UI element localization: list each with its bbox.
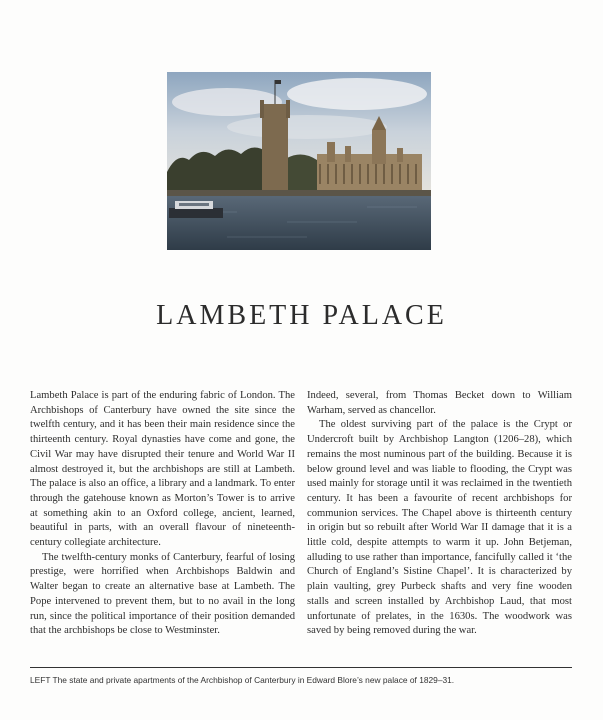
paragraph: The oldest surviving part of the palace is the Crypt or Undercroft built by Archbishop Langton (1206–28), which remains the most numinous part of the building. Because it is below ground level and was liable to flooding, the Crypt was used mainly for storage until it was reclaimed in the twentieth century. It has been a favourite of recent archbishops for communion services. The Chapel above is thirteenth century in origin but so rebuilt after World War II damage that it is a little cold, despite attempts to warm it up. John Betjeman, alluding to use rather than importance, fancifully called it ‘the Church of England’s Sistine Chapel’. It is characterized by plain vaulting, grey Purbeck shafts and very fine wooden stalls and screen installed by Archbishop Laud, that most unfortunate of prelates, in the 1630s. The woodwork was saved by being removed during the war. xyxy=(307,419,572,637)
right-column xyxy=(307,389,572,639)
page-title: LAMBETH PALACE xyxy=(156,300,447,331)
hero-photo xyxy=(167,72,431,250)
body-columns xyxy=(30,389,572,639)
paragraph: Lambeth Palace is part of the enduring fabric of London. The Archbishops of Canterbury have owned the site since the twelfth century, and it has been their main residence since the thirteenth century. Royal dynasties have come and gone, the Civil War may have disrupted their tenure and World War II almost destroyed it, but the archbishops are still at Lambeth. The palace is also an office, a library and a landmark. To enter through the gatehouse known as Morton’s Tower is to arrive at something akin to an Oxford college, ancient, learned, beautiful in parts, with an overall flavour of nineteenth-century collegiate architecture. xyxy=(30,390,295,549)
photo-caption: LEFT The state and private apartments of the Archbishop of Canterbury in Edward Blore’s new palace of 1829–31. xyxy=(30,675,455,685)
caption-divider xyxy=(30,667,572,668)
left-column xyxy=(30,389,295,639)
palace-of-westminster-image xyxy=(167,72,431,250)
paragraph: Indeed, several, from Thomas Becket down to William Warham, served as chancellor. xyxy=(307,390,572,416)
paragraph: The twelfth-century monks of Canterbury, fearful of losing prestige, were horrified when Archbishops Baldwin and Walter began to create an alternative base at Lambeth. The Pope intervened to prevent them, but to no avail in the long run, since the political importance of their position demanded that the archbishops be close to Westminster. xyxy=(30,551,295,637)
